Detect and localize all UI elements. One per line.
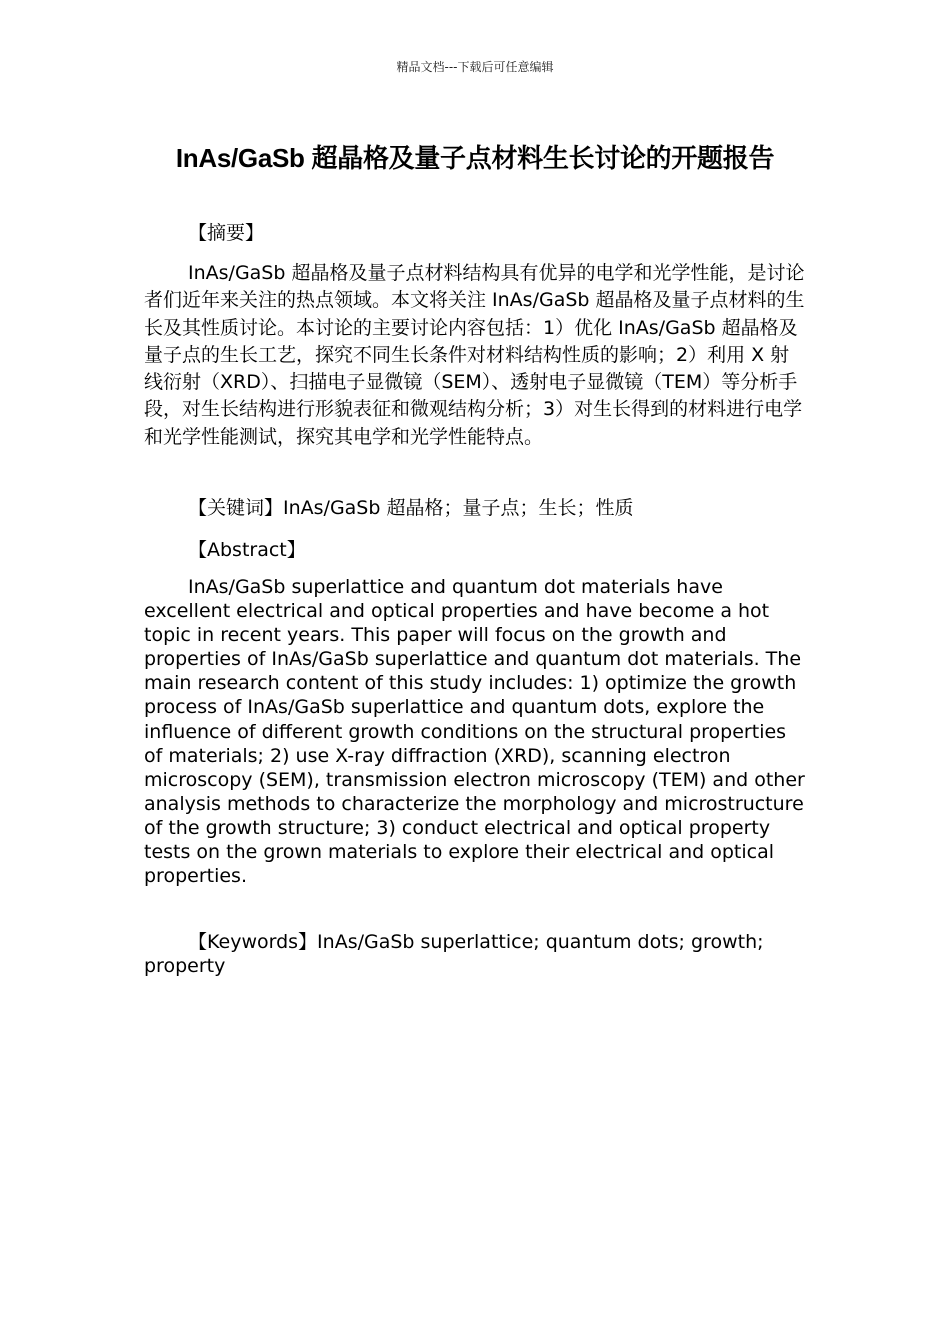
document-title: InAs/GaSb 超晶格及量子点材料生长讨论的开题报告 bbox=[175, 143, 775, 173]
abstract-en-section bbox=[144, 575, 806, 888]
abstract-cn-body: InAs/GaSb 超晶格及量子点材料结构具有优异的电学和光学性能，是讨论者们近年来关注的热点领域。本文将关注 InAs/GaSb 超晶格及量子点材料的生长及其性质讨论。本讨论的主要讨论内容包括：1）优化 InAs/GaSb 超晶格及量子点的生长工艺，探究不同生长条件对材料结构性质的影响；2）利用 X 射线衍射（XRD）、扫描电子显微镜（SEM）、透射电子显微镜（TEM）等分析手段，对生长结构进行形貌表征和微观结构分析；3）对生长得到的材料进行电学和光学性能测试，探究其电学和光学性能特点。 bbox=[144, 262, 805, 448]
abstract-cn-section bbox=[144, 260, 806, 451]
abstract-en-label: 【Abstract】 bbox=[188, 539, 306, 561]
header-note: 精品文档---下载后可任意编辑 bbox=[396, 60, 554, 74]
keywords-en-section bbox=[144, 930, 806, 978]
abstract-cn-label: 【摘要】 bbox=[188, 222, 265, 244]
abstract-en-body: InAs/GaSb superlattice and quantum dot materials have excellent electrical and optical properties and have become a hot topic in recent years. This paper will focus on the growth and properties of InAs/GaSb superlattice and quantum dot materials. The main research content of this study includes: 1) optimize the growth process of InAs/GaSb superlattice and quantum dots, explore the influence of different growth conditions on the structural properties of materials; 2) use X-ray diffraction (XRD), scanning electron microscopy (SEM), transmission electron microscopy (TEM) and other analysis methods to characterize the morphology and microstructure of the growth structure; 3) conduct electrical and optical property tests on the grown materials to explore their electrical and optical properties. bbox=[144, 576, 805, 888]
keywords-en: 【Keywords】InAs/GaSb superlattice; quantum dots; growth; property bbox=[144, 931, 764, 978]
keywords-cn: 【关键词】InAs/GaSb 超晶格；量子点；生长；性质 bbox=[188, 497, 634, 519]
